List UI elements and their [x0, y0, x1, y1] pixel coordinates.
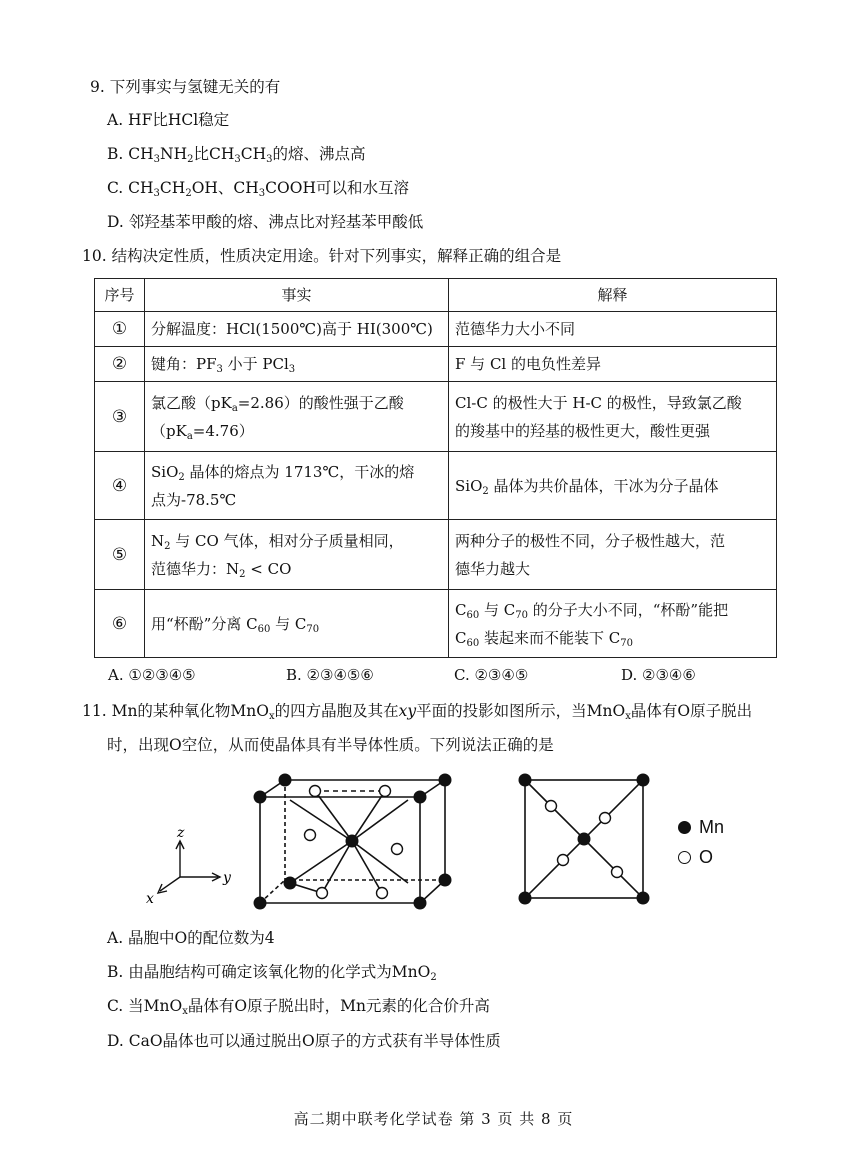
- row-explanation: 范德华力大小不同: [449, 312, 777, 347]
- mn-atom: [414, 897, 426, 909]
- unit-cell-diagram: [140, 765, 470, 915]
- q10-option-b: B. ②③④⑤⑥: [286, 666, 374, 684]
- q9-option-c: C. $CH_3CH_2OH$、$CH_3COOH$可以和水互溶: [107, 179, 409, 199]
- legend-o-label: O: [699, 846, 714, 867]
- q9-option-a: A. HF比HCl稳定: [107, 111, 230, 129]
- row-no: ④: [95, 452, 145, 520]
- page-footer: 高二期中联考化学试卷 第 3 页 共 8 页: [293, 1110, 574, 1128]
- o-atom: [392, 844, 403, 855]
- axis-x-label: x: [146, 891, 154, 907]
- q11-stem-line2: 时，出现O空位，从而使晶体具有半导体性质。下列说法正确的是: [107, 736, 554, 754]
- mn-atom: [439, 774, 451, 786]
- row-fact: 分解温度：HCl(1500℃)高于 HI(300℃): [145, 312, 449, 347]
- o-atom: [317, 888, 328, 899]
- row-explanation: SiO$_2$ 晶体为共价晶体，干冰为分子晶体: [449, 452, 777, 520]
- table-row: [95, 590, 777, 658]
- table-header-row: [95, 279, 777, 312]
- mn-atom: [346, 835, 358, 847]
- row-fact: SiO$_2$ 晶体的熔点为 1713℃，干冰的熔 点为-78.5℃: [145, 452, 449, 520]
- header-fact: 事实: [145, 279, 449, 312]
- q9-stem: 9. 下列事实与氢键无关的有: [90, 78, 281, 96]
- row-explanation: F 与 Cl 的电负性差异: [449, 347, 777, 382]
- legend-mn: [678, 812, 724, 842]
- o-atom: [558, 855, 569, 866]
- o-atom: [546, 801, 557, 812]
- o-atom: [305, 830, 316, 841]
- o-atom: [600, 813, 611, 824]
- row-no: ⑥: [95, 590, 145, 658]
- q10-option-c: C. ②③④⑤: [454, 666, 529, 684]
- mn-atom: [284, 877, 296, 889]
- table-row: [95, 382, 777, 452]
- q10-option-d: D. ②③④⑥: [621, 666, 696, 684]
- q11-option-a: A. 晶胞中O的配位数为4: [107, 929, 275, 947]
- row-explanation: Cl-C 的极性大于 H-C 的极性，导致氯乙酸 的羧基中的羟基的极性更大，酸性更强: [449, 382, 777, 452]
- row-no: ⑤: [95, 520, 145, 590]
- legend-mn-label: Mn: [699, 816, 725, 837]
- q9-option-d: D. 邻羟基苯甲酸的熔、沸点比对羟基苯甲酸低: [107, 213, 424, 231]
- axis-z-label: z: [177, 825, 185, 841]
- mn-atom: [414, 791, 426, 803]
- mn-atom: [254, 791, 266, 803]
- row-no: ③: [95, 382, 145, 452]
- mn-atom: [254, 897, 266, 909]
- xy-projection-diagram: [510, 768, 650, 908]
- table-row: [95, 312, 777, 347]
- q11-stem-line1: 11. Mn的某种氧化物MnO$_x$的四方晶胞及其在xy平面的投影如图所示，当MnO$_x$晶体有O原子脱出: [82, 702, 753, 722]
- header-no: 序号: [95, 279, 145, 312]
- row-fact: 键角：$PF_3$ 小于 PCl$_3$: [145, 347, 449, 382]
- row-fact: 氯乙酸$(pK_a=2.86)$的酸性强于乙酸 $(pK_a=4.76)$: [145, 382, 449, 452]
- header-explanation: 解释: [449, 279, 777, 312]
- open-circle-icon: [678, 851, 691, 864]
- mn-atom: [519, 892, 532, 905]
- mn-atom: [637, 892, 650, 905]
- mn-atom: [578, 833, 591, 846]
- filled-circle-icon: [678, 821, 691, 834]
- o-atom: [377, 888, 388, 899]
- row-explanation: $C_{60}$ 与 $C_{70}$ 的分子大小不同，“杯酚”能把 $C_{60}$ 装起来而不能装下 $C_{70}$: [449, 590, 777, 658]
- table-row: [95, 520, 777, 590]
- q11-option-d: D. CaO晶体也可以通过脱出O原子的方式获有半导体性质: [107, 1032, 501, 1050]
- axis-y-label: y: [223, 870, 231, 886]
- q11-option-b: B. 由晶胞结构可确定该氧化物的化学式为MnO$_2$: [107, 963, 437, 983]
- mn-atom: [637, 774, 650, 787]
- row-explanation: 两种分子的极性不同，分子极性越大，范 德华力越大: [449, 520, 777, 590]
- o-atom: [380, 786, 391, 797]
- row-no: ①: [95, 312, 145, 347]
- atom-legend: [678, 812, 724, 872]
- row-fact: $N_2$ 与 CO 气体，相对分子质量相同， 范德华力：$N_2$ < CO: [145, 520, 449, 590]
- q10-table: [94, 278, 777, 658]
- q11-option-c: C. 当MnO$_x$晶体有O原子脱出时，Mn元素的化合价升高: [107, 997, 490, 1017]
- q9-option-b: B. $CH_3NH_2$比$CH_3CH_3$的熔、沸点高: [107, 145, 366, 165]
- table-row: [95, 347, 777, 382]
- q10-stem: 10. 结构决定性质，性质决定用途。针对下列事实，解释正确的组合是: [82, 247, 562, 265]
- mn-atom: [439, 874, 451, 886]
- q10-option-a: A. ①②③④⑤: [108, 666, 196, 684]
- table-row: [95, 452, 777, 520]
- row-no: ②: [95, 347, 145, 382]
- row-fact: 用“杯酚”分离 $C_{60}$ 与 $C_{70}$: [145, 590, 449, 658]
- o-atom: [310, 786, 321, 797]
- o-atom: [612, 867, 623, 878]
- mn-atom: [279, 774, 291, 786]
- legend-o: [678, 842, 724, 872]
- mn-atom: [519, 774, 532, 787]
